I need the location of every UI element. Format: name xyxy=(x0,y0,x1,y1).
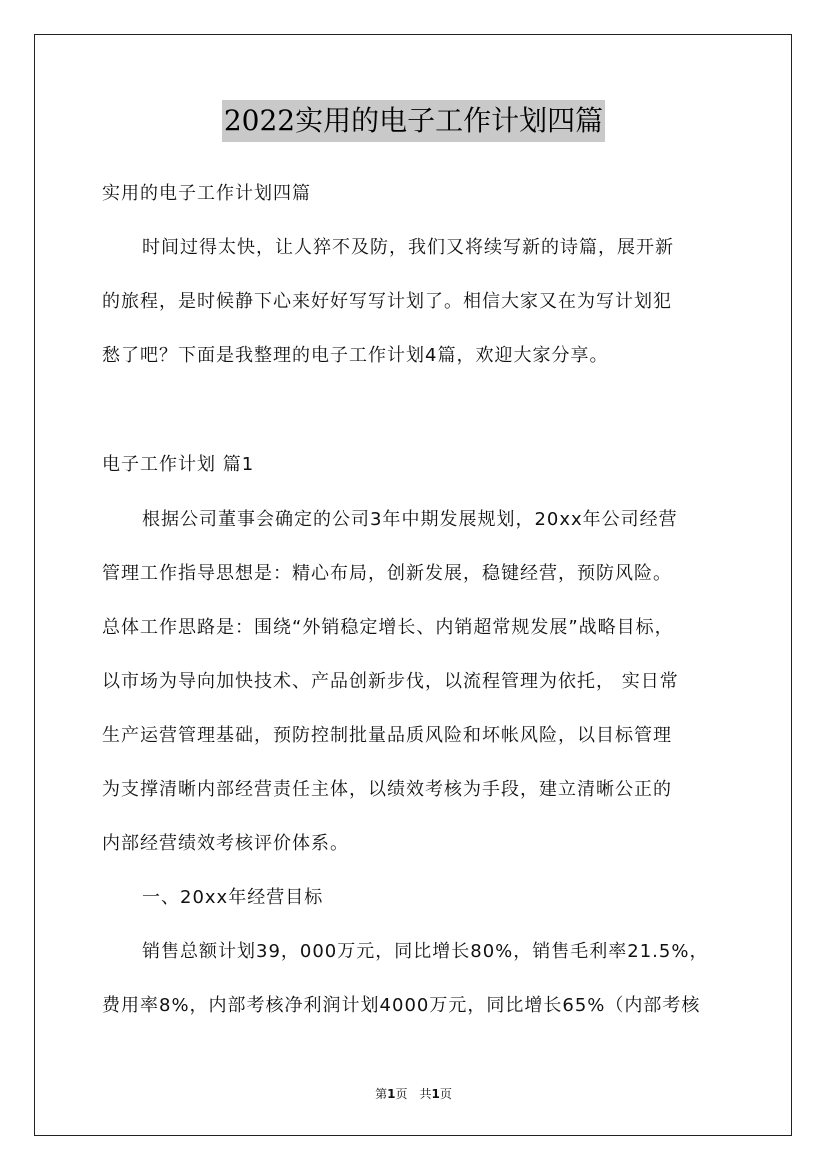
section1-line-4: 以市场为导向加快技术、产品创新步伐，以流程管理为依托， 实日常 xyxy=(102,671,679,692)
footer-page-number: 1 xyxy=(387,1087,396,1101)
section1-line-5: 生产运营管理基础，预防控制批量品质风险和坏帐风险，以目标管理 xyxy=(102,725,672,746)
footer-page-post: 页 xyxy=(439,1087,452,1101)
footer-page-pre: 第 xyxy=(375,1087,388,1101)
section1-line-3: 总体工作思路是：围绕“外销稳定增长、内销超常规发展”战略目标， xyxy=(102,617,674,638)
section1-line-1: 根据公司董事会确定的公司3年中期发展规划，20xx年公司经营 xyxy=(142,509,678,530)
intro-line-3: 愁了吧？下面是我整理的电子工作计划4篇，欢迎大家分享。 xyxy=(102,345,609,366)
section1-line-7: 内部经营绩效考核评价体系。 xyxy=(102,833,349,854)
footer-page-mid: 页 共 xyxy=(395,1087,432,1101)
goal-line-1: 销售总额计划39，000万元，同比增长80%，销售毛利率21.5%， xyxy=(142,941,709,962)
footer-page-total: 1 xyxy=(431,1087,440,1101)
document-title-text: 2022实用的电子工作计划四篇 xyxy=(222,100,605,142)
section1-heading: 电子工作计划 篇1 xyxy=(102,454,255,475)
intro-line-2: 的旅程，是时候静下心来好好写写计划了。相信大家又在为写计划犯 xyxy=(102,291,672,312)
section1-line-6: 为支撑清晰内部经营责任主体，以绩效考核为手段，建立清晰公正的 xyxy=(102,779,672,800)
intro-line-1: 时间过得太快，让人猝不及防，我们又将续写新的诗篇，展开新 xyxy=(142,237,674,258)
document-subtitle: 实用的电子工作计划四篇 xyxy=(102,183,311,204)
goal-line-2: 费用率8%，内部考核净利润计划4000万元，同比增长65%（内部考核 xyxy=(102,995,701,1016)
subheading-goals: 一、20xx年经营目标 xyxy=(142,887,324,908)
section1-line-2: 管理工作指导思想是：精心布局，创新发展，稳键经营，预防风险。 xyxy=(102,563,672,584)
document-title xyxy=(0,100,827,142)
page-footer xyxy=(0,1085,827,1102)
